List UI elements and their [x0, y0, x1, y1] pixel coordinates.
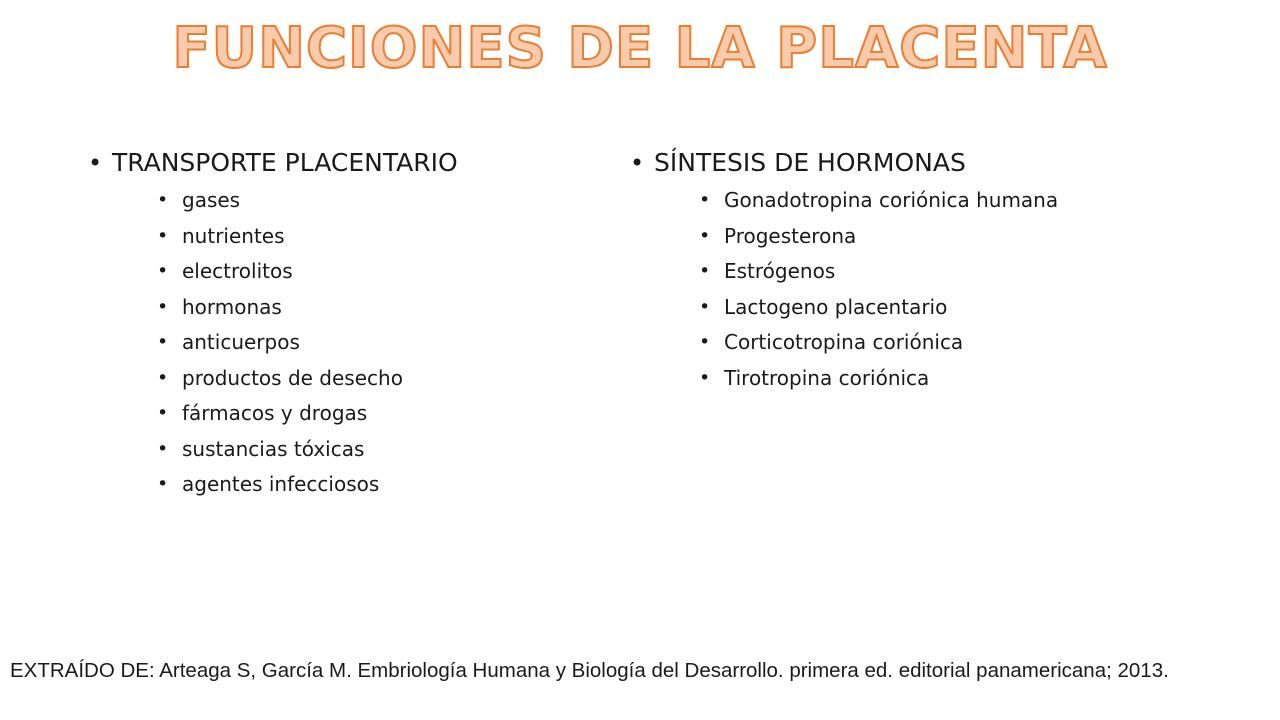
- list-item: • Tirotropina coriónica: [654, 361, 1190, 397]
- list-item: • anticuerpos: [112, 325, 588, 361]
- right-heading: [630, 144, 1190, 396]
- list-item: • Gonadotropina coriónica humana: [654, 183, 1190, 219]
- left-heading: [88, 144, 588, 503]
- list-item: • productos de desecho: [112, 361, 588, 397]
- right-heading-text: SÍNTESIS DE HORMONAS: [654, 148, 966, 177]
- list-item: • nutrientes: [112, 219, 588, 255]
- left-item-list: [112, 183, 588, 503]
- list-item: • Progesterona: [654, 219, 1190, 255]
- list-item: • sustancias tóxicas: [112, 432, 588, 468]
- slide-title: FUNCIONES DE LA PLACENTA: [172, 16, 1108, 81]
- list-item: • electrolitos: [112, 254, 588, 290]
- list-item: • hormonas: [112, 290, 588, 326]
- list-item: • Estrógenos: [654, 254, 1190, 290]
- source-citation: EXTRAÍDO DE: Arteaga S, García M. Embriología Humana y Biología del Desarrollo. primera ed. editorial panamericana; 2013.: [10, 659, 1169, 682]
- right-item-list: [654, 183, 1190, 396]
- left-heading-text: TRANSPORTE PLACENTARIO: [112, 148, 458, 177]
- list-item: • gases: [112, 183, 588, 219]
- list-item: • fármacos y drogas: [112, 396, 588, 432]
- list-item: • Corticotropina coriónica: [654, 325, 1190, 361]
- list-item: • Lactogeno placentario: [654, 290, 1190, 326]
- right-column: [630, 144, 1190, 396]
- list-item: • agentes infecciosos: [112, 467, 588, 503]
- left-column: [88, 144, 588, 503]
